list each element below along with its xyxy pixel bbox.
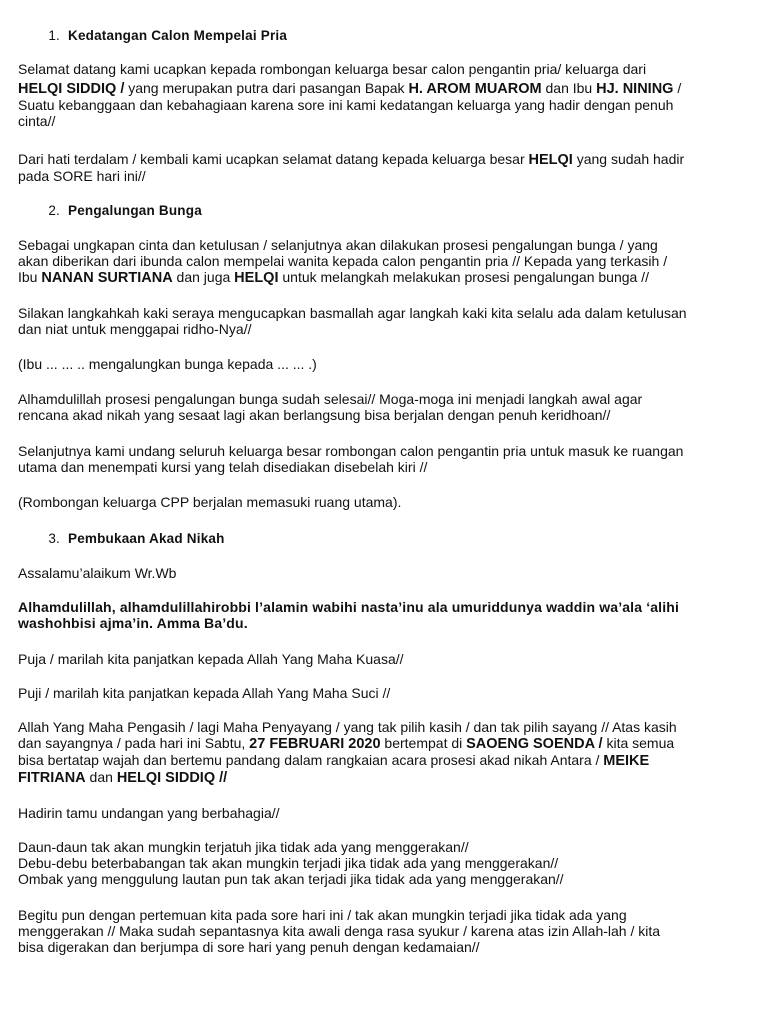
section-title: Pembukaan Akad Nikah [68,531,225,546]
paragraph [18,237,760,286]
text-span: untuk melangkah melakukan prosesi pengalungan bunga // [278,269,649,285]
section-title: Pengalungan Bunga [68,203,202,218]
text-span: yang sudah hadir [572,151,685,167]
paragraph [18,391,760,423]
text-line: Silakan langkahkah kaki seraya mengucapkan basmallah agar langkah kaki kita selalu ada dalam ketulusan [18,305,687,321]
text-line [18,735,760,752]
name-helqi: HELQI [234,270,279,286]
text-span: Dari hati terdalam / kembali kami ucapkan selamat datang kepada keluarga besar [18,151,529,167]
name-nanan-surtiana: NANAN SURTIANA [41,270,173,286]
paragraph [18,443,760,475]
text-line: Hadirin tamu undangan yang berbahagia// [18,805,280,821]
text-line: Selamat datang kami ucapkan kepada rombongan keluarga besar calon pengantin pria/ keluarga dari [18,61,647,77]
paragraph [18,907,760,955]
text-line [18,752,760,769]
text-line: Begitu pun dengan pertemuan kita pada sore hari ini / tak akan mungkin terjadi jika tidak ada yang [18,907,627,923]
text-span: dan sayangnya / pada hari ini Sabtu, [18,735,250,751]
text-line: (Rombongan keluarga CPP berjalan memasuki ruang utama). [18,494,402,510]
text-span: dan [85,769,117,785]
text-line [18,769,760,786]
section-heading-3 [18,531,225,547]
name-helqi-siddiq: HELQI SIDDIQ // [116,770,228,786]
event-venue: SAOENG SOENDA / [466,736,603,752]
text-line [18,80,760,97]
text-span: kita semua [602,735,675,751]
section-heading-2 [18,203,202,219]
text-line [18,151,760,168]
text-line: (Ibu ... ... .. mengalungkan bunga kepada ... ... .) [18,356,317,372]
paragraph [18,685,760,701]
text-line: Ombak yang menggulung lautan pun tak akan terjadi jika tidak ada yang menggerakan// [18,871,564,887]
section-heading-1 [18,28,287,44]
paragraph [18,805,760,821]
text-line: Debu-debu beterbabangan tak akan mungkin terjadi jika tidak ada yang menggerakan// [18,855,559,871]
paragraph [18,839,760,887]
text-line: menggerakan // Maka sudah sepantasnya kita awali denga rasa syukur / karena atas izin Allah-lah / kita [18,923,661,939]
text-line: Allah Yang Maha Pengasih / lagi Maha Penyayang / yang tak pilih kasih / dan tak pilih sayang // Atas kasih [18,719,677,735]
text-span: dan Ibu [541,80,597,96]
text-line: Puja / marilah kita panjatkan kepada Allah Yang Maha Kuasa// [18,651,404,667]
section-number: 2. [48,203,60,218]
text-span: / [673,80,682,96]
text-line: Daun-daun tak akan mungkin terjatuh jika tidak ada yang menggerakan// [18,839,469,855]
text-line: Puji / marilah kita panjatkan kepada Allah Yang Maha Suci // [18,685,391,701]
paragraph [18,151,760,184]
text-line: dan niat untuk menggapai ridho-Nya// [18,321,252,337]
paragraph [18,651,760,667]
name-helqi: HELQI [528,152,573,168]
name-helqi-siddiq: HELQI SIDDIQ / [18,81,125,97]
text-line: Assalamu’alaikum Wr.Wb [18,565,177,581]
text-line: Sebagai ungkapan cinta dan ketulusan / selanjutnya akan dilakukan prosesi pengalungan bunga / yang [18,237,658,253]
paragraph [18,599,760,631]
text-line: cinta// [18,113,56,129]
text-line: utama dan menempati kursi yang telah disediakan disebelah kiri // [18,459,428,475]
text-line: bisa digerakan dan berjumpa di sore hari yang penuh dengan kedamaian// [18,939,480,955]
name-meike: MEIKE [603,753,650,769]
text-line: akan diberikan dari ibunda calon mempelai wanita kepada calon pengantin pria // Kepada yang terkasih / [18,253,668,269]
paragraph [18,305,760,337]
text-line: Alhamdulillah, alhamdulillahirobbi l’alamin wabihi nasta’inu ala umuriddunya waddin wa’ala ‘alihi [18,599,679,615]
paragraph [18,565,760,581]
section-title: Kedatangan Calon Mempelai Pria [68,28,288,43]
name-arom-muarom: H. AROM MUAROM [408,81,542,97]
text-span: bertempat di [380,735,467,751]
name-nining: HJ. NINING [596,81,674,97]
text-line: rencana akad nikah yang sesaat lagi akan berlangsung bisa berjalan dengan penuh keridhoan// [18,407,611,423]
paragraph [18,356,760,372]
text-line: washohbisi ajma’in. Amma Ba’du. [18,615,248,631]
event-date: 27 FEBRUARI 2020 [249,736,381,752]
section-number: 3. [48,531,60,546]
section-number: 1. [48,28,60,43]
paragraph [18,719,760,786]
text-span: Ibu [18,269,42,285]
text-line: Selanjutnya kami undang seluruh keluarga besar rombongan calon pengantin pria untuk masuk ke ruangan [18,443,684,459]
text-span: yang merupakan putra dari pasangan Bapak [124,80,409,96]
text-line: pada SORE hari ini// [18,168,146,184]
text-span: dan juga [172,269,235,285]
text-line [18,269,760,286]
name-fitriana: FITRIANA [18,770,86,786]
paragraph [18,494,760,510]
text-line: Alhamdulillah prosesi pengalungan bunga sudah selesai// Moga-moga ini menjadi langkah awal agar [18,391,643,407]
paragraph [18,61,760,129]
text-line: Suatu kebanggaan dan kebahagiaan karena sore ini kami kedatangan keluarga yang hadir dengan penuh [18,97,674,113]
text-span: bisa bertatap wajah dan bertemu pandang dalam rangkaian acara prosesi akad nikah Antara / [18,752,604,768]
